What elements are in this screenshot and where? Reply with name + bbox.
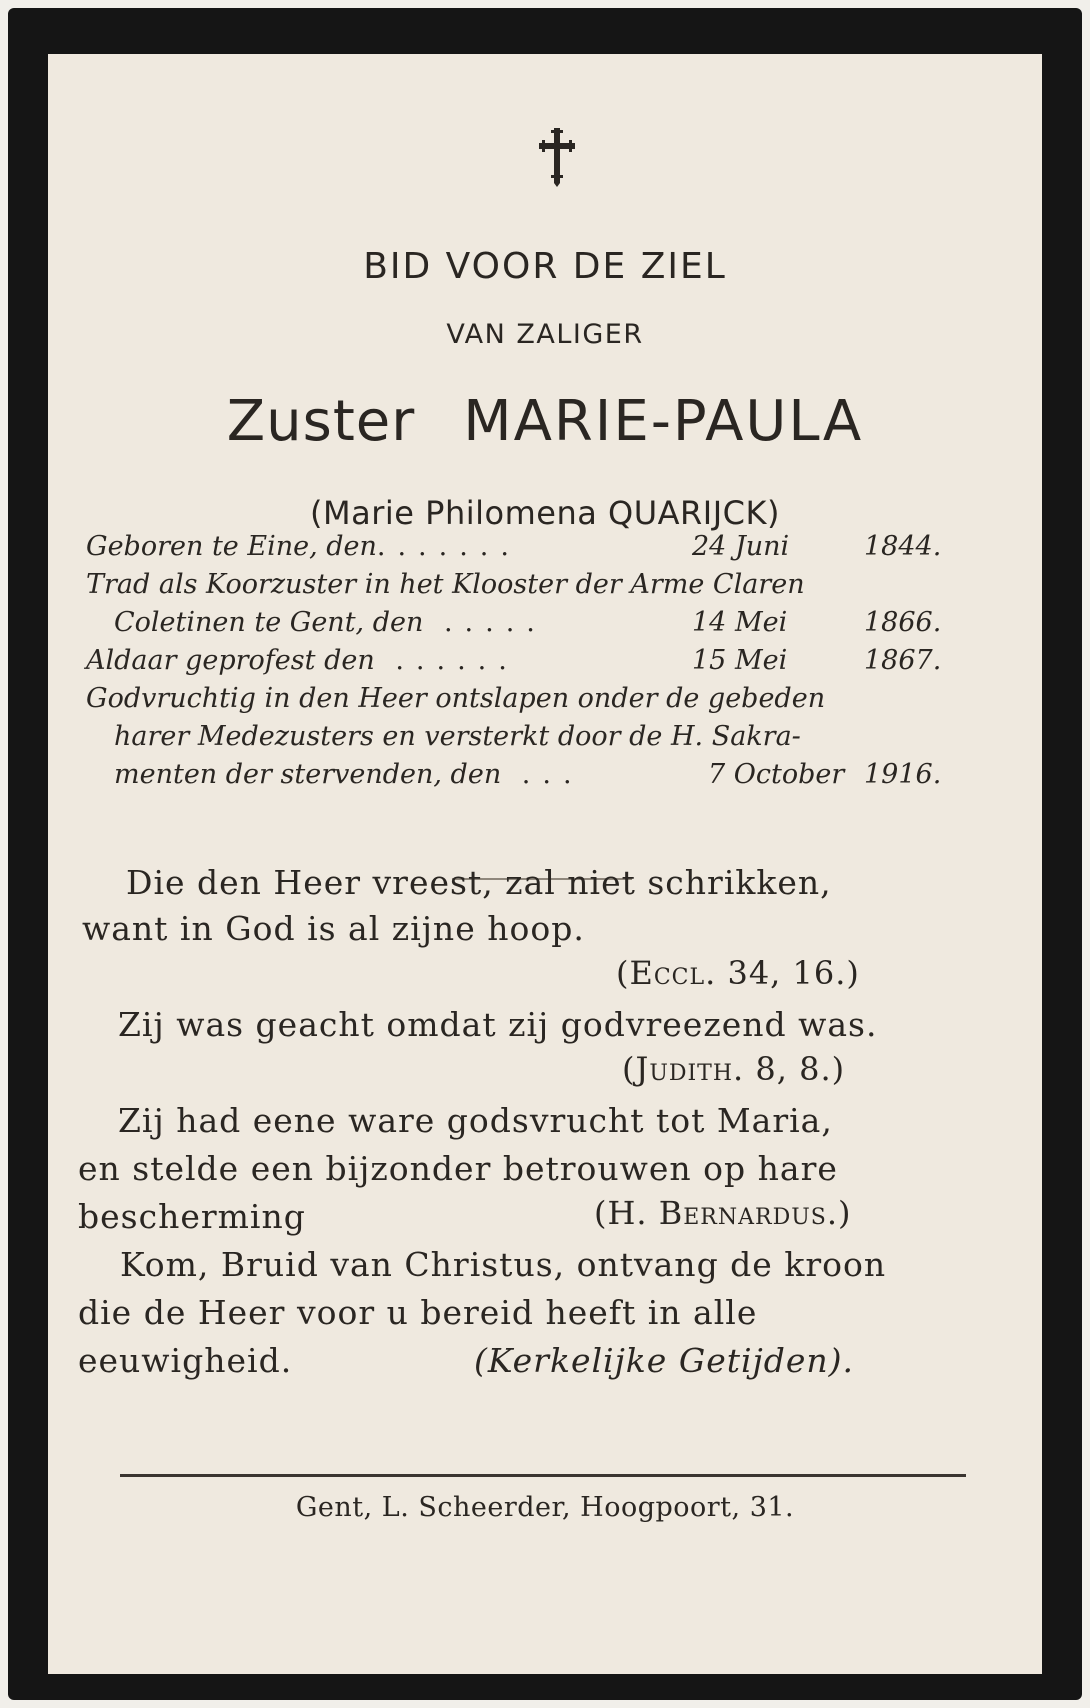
bio-entered-line2: Coletinen te Gent, den ..... xyxy=(114,607,547,638)
bio-born-year: 1844. xyxy=(864,531,942,562)
heading-of-the-late: VAN ZALIGER xyxy=(446,319,644,350)
bio-death-date: 7 October xyxy=(708,759,845,790)
verse3-line1: Zij had eene ware godsvrucht tot Maria, xyxy=(118,1101,833,1140)
bio-death-line2: harer Medezusters en versterkt door de H. Sakra- xyxy=(114,721,801,752)
bio-death-text: menten der stervenden, den xyxy=(114,759,502,790)
bio-born-date: 24 Juni xyxy=(692,531,790,562)
bio-entered-line1: Trad als Koorzuster in het Klooster der Arme Claren xyxy=(86,569,805,600)
verse3-line3: bescherming xyxy=(78,1197,306,1236)
bio-death-year: 1916. xyxy=(864,759,942,790)
bio-entered-date: 14 Mei xyxy=(692,607,788,638)
bio-death-line3: menten der stervenden, den ... xyxy=(114,759,584,790)
civil-name: (Marie Philomena QUARIJCK) xyxy=(310,494,780,532)
verse2-reference: (Judith. 8, 8.) xyxy=(622,1050,846,1088)
verse1-line1: Die den Heer vreest, zal niet schrikken, xyxy=(126,863,832,902)
bio-born: Geboren te Eine, den....... xyxy=(86,531,521,562)
verse2-line1: Zij was geacht omdat zij godvreezend was. xyxy=(118,1005,878,1044)
card-paper xyxy=(48,54,1042,1674)
heading-pray-for-soul: BID VOOR DE ZIEL xyxy=(363,246,727,287)
verse4-line3: eeuwigheid. xyxy=(78,1341,293,1380)
footer-divider xyxy=(120,1474,966,1477)
bio-professed-date: 15 Mei xyxy=(692,645,788,676)
verse4-line2: die de Heer voor u bereid heeft in alle xyxy=(78,1293,758,1332)
title-name: MARIE-PAULA xyxy=(463,389,864,454)
bio-professed-year: 1867. xyxy=(864,645,942,676)
bio-entered-year: 1866. xyxy=(864,607,942,638)
bio-death-line1: Godvruchtig in den Heer ontslapen onder de gebeden xyxy=(86,683,826,714)
verse4-line1: Kom, Bruid van Christus, ontvang de kroon xyxy=(120,1245,887,1284)
title-prefix: Zuster xyxy=(226,389,416,454)
bio-professed-text: Aldaar geprofest den xyxy=(86,645,375,676)
bio-professed: Aldaar geprofest den ...... xyxy=(86,645,519,676)
bio-born-text: Geboren te Eine, den xyxy=(86,531,377,562)
verse4-reference: (Kerkelijke Getijden). xyxy=(474,1341,855,1380)
verse1-reference: (Eccl. 34, 16.) xyxy=(616,954,860,992)
memorial-card-black-border xyxy=(8,8,1082,1700)
verse1-line2: want in God is al zijne hoop. xyxy=(82,909,585,948)
verse3-line2: en stelde een bijzonder betrouwen op hare xyxy=(78,1149,838,1188)
deceased-name xyxy=(48,389,1042,454)
printer-imprint: Gent, L. Scheerder, Hoogpoort, 31. xyxy=(295,1492,795,1523)
latin-cross-icon xyxy=(535,126,579,190)
bio-entered-text: Coletinen te Gent, den xyxy=(114,607,424,638)
verse3-reference: (H. Bernardus.) xyxy=(594,1194,852,1232)
